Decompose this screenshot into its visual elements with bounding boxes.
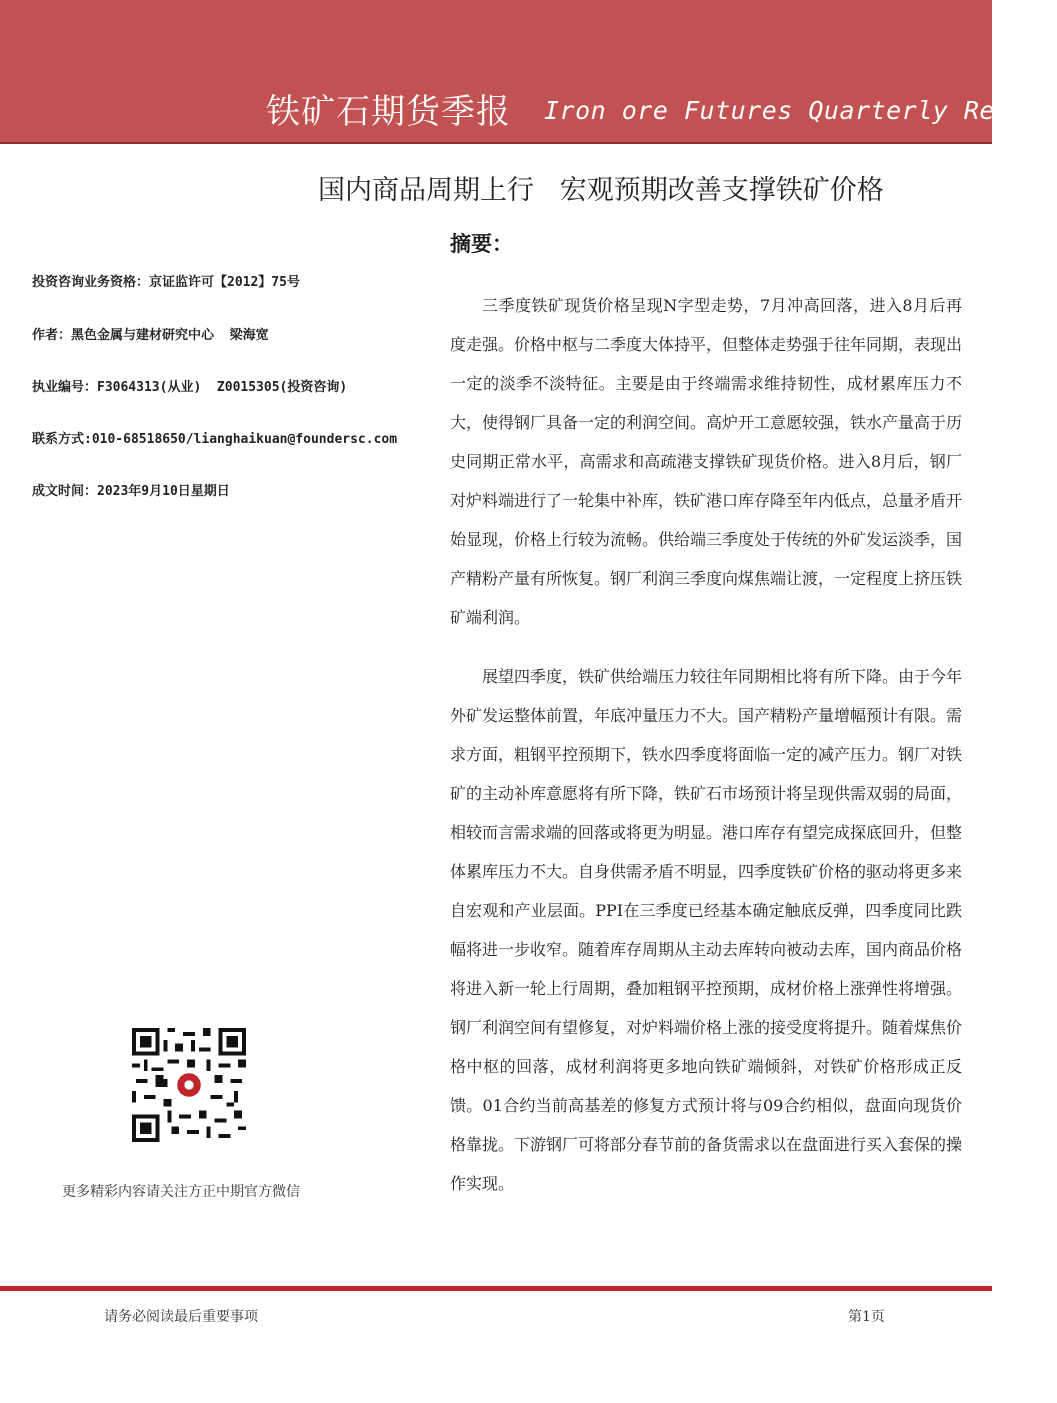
footer-rule [0,1286,992,1291]
headline: 国内商品周期上行 宏观预期改善支撑铁矿价格 [318,175,884,206]
qr-caption: 更多精彩内容请关注方正中期官方微信 [62,1184,300,1200]
contact-line: 联系方式:010-68518650/lianghaikuan@foundersc.com [32,432,398,447]
date-line: 成文时间：2023年9月10日星期日 [32,484,230,499]
page-number: 第1页 [848,1309,885,1325]
footer-notice: 请务必阅读最后重要事项 [104,1309,258,1325]
license-line: 执业编号：F3064313(从业) Z0015305(投资咨询) [32,380,348,395]
abstract-paragraph: 三季度铁矿现货价格呈现N字型走势，7月冲高回落，进入8月后再度走强。价格中枢与二季度大体持平，但整体走势强于往年同期，表现出一定的淡季不淡特征。主要是由于终端需求维持韧性，成材累库压力不大，使得钢厂具备一定的利润空间。高炉开工意愿较强，铁水产量高于历史同期正常水平，高需求和高疏港支撑铁矿现货价格。进入8月后，钢厂对炉料端进行了一轮集中补库，铁矿港口库存降至年内低点，总量矛盾开始显现，价格上行较为流畅。供给端三季度处于传统的外矿发运淡季，国产精粉产量有所恢复。钢厂利润三季度向煤焦端让渡，一定程度上挤压铁矿端利润。 [450,296,963,627]
qualification-line: 投资咨询业务资格：京证监许可【2012】75号 [32,275,300,290]
report-title-en: Iron ore Futures Quarterly Report [544,96,1057,125]
report-banner [0,0,1057,144]
abstract-body [450,286,962,1223]
summary-title: 摘要： [450,232,513,256]
abstract-paragraph: 展望四季度，铁矿供给端压力较往年同期相比将有所下降。由于今年外矿发运整体前置，年底冲量压力不大。国产精粉产量增幅预计有限。需求方面，粗钢平控预期下，铁水四季度将面临一定的减产压力。钢厂对铁矿的主动补库意愿将有所下降，铁矿石市场预计将呈现供需双弱的局面，相较而言需求端的回落或将更为明显。港口库存有望完成探底回升，但整体累库压力不大。自身供需矛盾不明显，四季度铁矿价格的驱动将更多来自宏观和产业层面。PPI在三季度已经基本确定触底反弹，四季度同比跌幅将进一步收窄。随着库存周期从主动去库转向被动去库，国内商品价格将进入新一轮上行周期，叠加粗钢平控预期，成材价格上涨弹性将增强。钢厂利润空间有望修复，对炉料端价格上涨的接受度将提升。随着煤焦价格中枢的回落，成材利润将更多地向铁矿端倾斜，对铁矿价格形成正反馈。01合约当前高基差的修复方式预计将与09合约相似，盘面向现货价格靠拢。下游钢厂可将部分春节前的备货需求以在盘面进行买入套保的操作实现。 [450,667,963,1193]
report-title-cn: 铁矿石期货季报 [266,92,511,132]
wechat-qr-code [132,1028,246,1142]
author-line: 作者：黑色金属与建材研究中心 梁海宽 [32,328,269,343]
